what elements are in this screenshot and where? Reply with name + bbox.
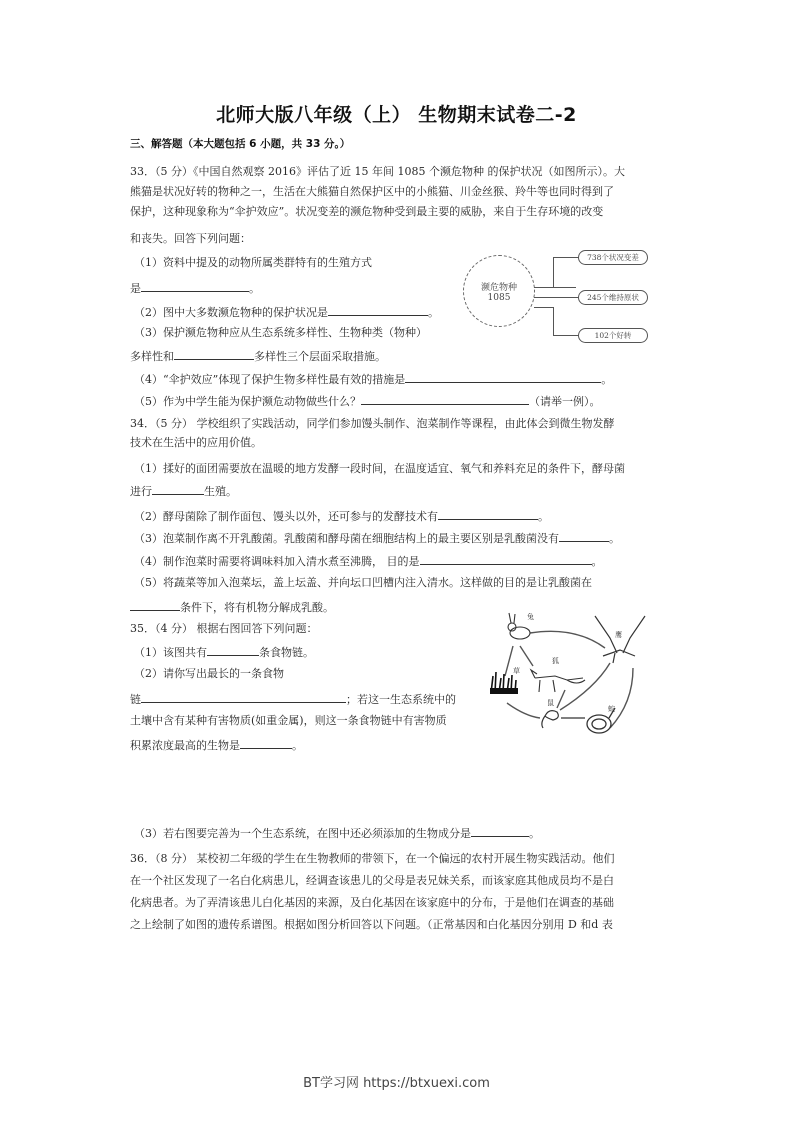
- q34-sub5-answer-line: [130, 599, 334, 615]
- q35-sub2-answer-line: [130, 691, 456, 707]
- organism-label-eagle: 鹰: [615, 631, 622, 639]
- q34-sub1-prefix: 进行: [130, 485, 152, 498]
- food-web-arrows: [485, 608, 660, 738]
- q33-sub3-answer-line: [130, 348, 386, 364]
- q36-line: 36．（8 分） 某校初二年级的学生在生物教师的带领下，在一个偏远的农村开展生物实践活动。他们: [130, 852, 615, 865]
- organism-label-fox: 狐: [552, 657, 559, 665]
- diagram-center-circle: [463, 255, 535, 327]
- q33-sub2: [134, 304, 439, 320]
- answer-blank[interactable]: [420, 553, 592, 565]
- section-heading: 三、解答题（本大题包括 6 小题，共 33 分。）: [130, 138, 351, 150]
- answer-blank[interactable]: [405, 371, 601, 383]
- q34-sub1-suffix: 生殖。: [204, 485, 237, 498]
- q33-intro-line: 保护，这种现象称为“伞护效应”。状况变差的濒危物种受到最主要的威胁，来自于生存环境的改变: [130, 205, 604, 218]
- organism-label-snake: 蛇: [608, 705, 615, 713]
- q33-sub1-answer-line: [130, 280, 260, 296]
- q35-sub2-text-cont: 土壤中含有某种有害物质(如重金属)，则这一条食物链中有害物质: [130, 714, 447, 727]
- diagram-center-value: 1085: [487, 292, 511, 303]
- q34-intro-line: 34．（5 分） 学校组织了实践活动，同学们参加馒头制作、泡菜制作等课程，由此体会到微生物发酵: [130, 417, 615, 430]
- q36-line: 在一个社区发现了一名白化病患儿，经调查该患儿的父母是表兄妹关系，而该家庭其他成员均不是白: [130, 874, 614, 887]
- q35-sub1-suffix: 条食物链。: [259, 646, 314, 659]
- diagram-branch-better: 102个好转: [578, 328, 648, 343]
- diagram-center-label: 濒危物种: [480, 282, 517, 293]
- q33-sub5-suffix: （请举一例）。: [529, 395, 601, 408]
- q34-sub5-text: （5）将蔬菜等加入泡菜坛，盖上坛盖、并向坛口凹槽内注入清水。这样做的目的是让乳酸菌在: [134, 576, 592, 589]
- q35-sub2-suffix: ；若这一生态系统中的: [346, 693, 456, 706]
- q35-sub3-prefix: （3）若右图要完善为一个生态系统，在图中还必须添加的生物成分是: [134, 827, 471, 840]
- q34-sub2-prefix: （2）酵母菌除了制作面包、馒头以外，还可参与的发酵技术有: [134, 510, 438, 523]
- answer-blank[interactable]: [207, 644, 259, 656]
- page-title: 北师大版八年级（上） 生物期末试卷二-2: [216, 104, 577, 126]
- q35-intro: 35．（4 分） 根据右图回答下列问题：: [130, 622, 318, 635]
- q34-sub1-text: （1）揉好的面团需要放在温暖的地方发酵一段时间，在温度适宜、氧气和养料充足的条件下，酵母菌: [134, 462, 625, 475]
- q33-sub3-suffix: 多样性三个层面采取措施。: [254, 350, 386, 363]
- answer-blank[interactable]: [130, 599, 180, 611]
- answer-blank[interactable]: [438, 508, 538, 520]
- q35-sub3-suffix: 。: [529, 827, 540, 840]
- diagram-branch-same: 245个维持原状: [578, 290, 648, 305]
- organism-label-grass: 草: [513, 667, 520, 675]
- q33-intro-line: 和丧失。回答下列问题：: [130, 232, 251, 245]
- q34-sub4: [134, 553, 603, 569]
- organism-label-mouse: 鼠: [547, 699, 554, 707]
- q35-sub2-d-suffix: 。: [292, 739, 303, 752]
- q34-sub5-suffix: 条件下，将有机物分解成乳酸。: [180, 601, 334, 614]
- answer-blank[interactable]: [361, 393, 529, 405]
- answer-blank[interactable]: [141, 691, 346, 703]
- q34-sub1-answer-line: [130, 483, 237, 499]
- q33-sub1-text: （1）资料中提及的动物所属类群特有的生殖方式: [134, 256, 372, 269]
- q33-sub4: [134, 371, 612, 387]
- q33-sub3-text: （3）保护濒危物种应从生态系统多样性、生物种类（物种）: [134, 326, 427, 339]
- q36-line: 之上绘制了如图的遗传系谱图。根据如图分析回答以下问题。（正常基因和白化基因分别用 D 和d 表: [130, 918, 613, 931]
- q34-sub3-prefix: （3）泡菜制作离不开乳酸菌。乳酸菌和酵母菌在细胞结构上的最主要区别是乳酸菌没有: [134, 532, 559, 545]
- q33-sub2-suffix: 。: [428, 306, 439, 319]
- q35-sub3: [134, 825, 540, 841]
- connector-line: [553, 257, 579, 288]
- q33-sub4-suffix: 。: [601, 373, 613, 386]
- connector-line: [553, 307, 579, 336]
- answer-blank[interactable]: [471, 825, 529, 837]
- food-web-diagram: [485, 608, 660, 738]
- organism-label-rabbit: 兔: [527, 613, 534, 621]
- q33-sub5: [134, 393, 601, 409]
- q33-sub1-prefix: 是: [130, 282, 141, 295]
- q34-sub2: [134, 508, 549, 524]
- diagram-branch-worse: 738个状况变差: [578, 250, 648, 265]
- answer-blank[interactable]: [152, 483, 204, 495]
- answer-blank[interactable]: [141, 280, 249, 292]
- q35-sub1: [134, 644, 314, 660]
- endangered-species-diagram: [455, 245, 705, 350]
- q35-sub2-prefix: 链: [130, 693, 141, 706]
- q33-sub2-prefix: （2）图中大多数濒危物种的保护状况是: [134, 306, 328, 319]
- q33-intro-line: 熊猫是状况好转的物种之一，生活在大熊猫自然保护区中的小熊猫、川金丝猴、羚牛等也同时得到了: [130, 185, 614, 198]
- q33-sub3-prefix: 多样性和: [130, 350, 174, 363]
- connector-line: [534, 307, 553, 308]
- q34-sub4-prefix: （4）制作泡菜时需要将调味料加入清水煮至沸腾， 目的是: [134, 555, 420, 568]
- site-watermark: BT学习网 https://btxuexi.com: [303, 1076, 490, 1091]
- q33-sub1-suffix: 。: [249, 282, 260, 295]
- q35-sub1-prefix: （1）该图共有: [134, 646, 207, 659]
- q35-sub2-d-prefix: 积累浓度最高的生物是: [130, 739, 240, 752]
- q34-intro-line: 技术在生活中的应用价值。: [130, 436, 262, 449]
- q35-sub2-answer-line-2: [130, 737, 303, 753]
- q36-line: 化病患者。为了弄清该患儿白化基因的来源，及白化基因在该家庭中的分布，于是他们在调查的基础: [130, 896, 614, 909]
- answer-blank[interactable]: [328, 304, 428, 316]
- q34-sub3: [134, 530, 620, 546]
- connector-line: [534, 297, 578, 298]
- q33-intro-line: 33．（5 分）《中国自然观察 2016》评估了近 15 年间 1085 个濒危物种 的保护状况（如图所示）。大: [130, 165, 625, 178]
- q34-sub3-suffix: 。: [609, 532, 620, 545]
- q33-sub4-prefix: （4）“伞护效应”体现了保护生物多样性最有效的措施是: [134, 373, 406, 386]
- q34-sub2-suffix: 。: [538, 510, 549, 523]
- q35-sub2-text: （2）请你写出最长的一条食物: [134, 667, 284, 680]
- answer-blank[interactable]: [240, 737, 292, 749]
- q33-sub5-prefix: （5）作为中学生能为保护濒危动物做些什么？: [134, 395, 361, 408]
- answer-blank[interactable]: [174, 348, 254, 360]
- answer-blank[interactable]: [559, 530, 609, 542]
- q34-sub4-suffix: 。: [591, 555, 603, 568]
